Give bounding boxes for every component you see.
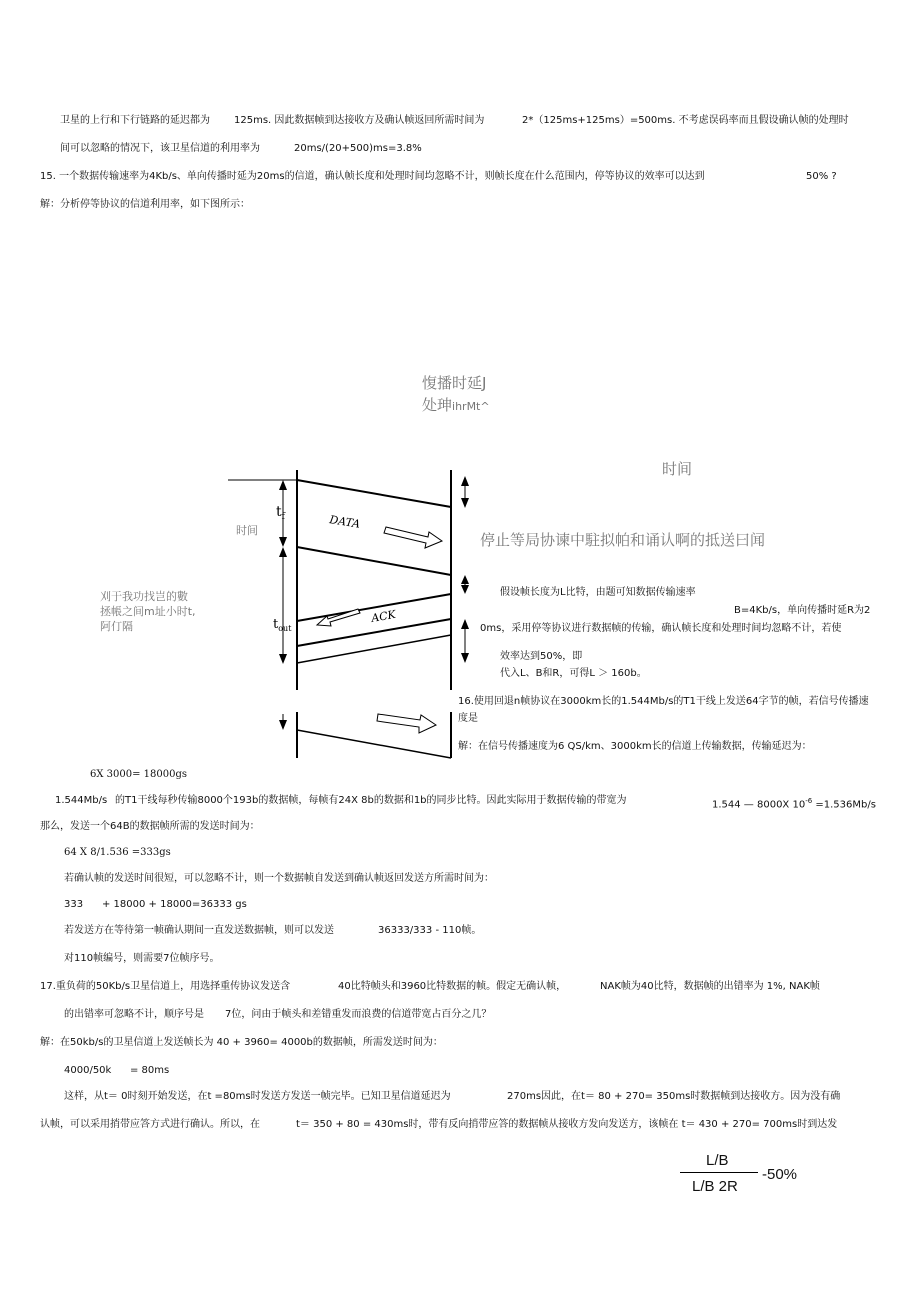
text-line: 对110帧编号，则需要7位帧序号。 [64,953,220,964]
data-label: DATA [328,513,362,531]
text-line: 若确认帧的发送时间很短，可以忽略不计，则一个数据帧自发送到确认帧返回发送方所需时间为： [64,873,494,884]
efficiency-formula [678,1150,818,1200]
text-line: 1.544Mb/s [55,795,108,806]
text-line: NAK帧为40比特，数据帧的出错率为 1%, NAK帧 [600,981,820,992]
text-line: 的T1干线每秒传输8000个193b的数据帧，每帧有24X 8b的数据和1b的同步比特。因此实际用于数据传输的带宽为 [115,795,627,806]
text-line: 那么，发送一个64B的数据帧所需的发送时间为： [40,821,260,832]
figure-note: 阿仃隔 [100,620,133,633]
text-line: 的出错率可忽略不计，顺序号是 [64,1009,204,1020]
text-line: 64 X 8/1.536 =333gs [64,847,171,858]
text-line: 这样，从t＝ 0时刻开始发送，在t =80ms时发送方发送一帧完毕。已知卫星信道延迟为 [64,1091,451,1102]
figure-ocr-text: 愎播时延J [422,374,487,392]
figure-note: 刈于我功找岂的數 [100,590,188,603]
formula-numerator: L/B [706,1152,729,1169]
question-15: 15. 一个数据传输速率为4Kb/s、单向传播时延为20ms的信道，确认帧长度和处理时间均忽略不计，则帧长度在什么范围内，停等协议的效率可以达到 [40,171,705,182]
text-line: 270ms因此，在t＝ 80 + 270= 350ms时数据帧到达接收方。因为没有确 [507,1091,841,1102]
tf-label: $t_f$ [276,504,285,522]
figure-time-label: 时间 [662,460,693,478]
text-line: 1.544 — 8000X $10^{-6} =1.536Mb/s$ [712,797,876,811]
formula-result: -50% [762,1166,798,1183]
text-line: 50% ? [806,171,837,182]
solution-16: 解：在信号传播速度为6 QS/km、3000km长的信道上传输数据，传输延迟为： [458,741,812,752]
solution-15: 解：分析停等协议的信道利用率，如下图所示： [40,199,250,210]
text-line: = 80ms [130,1065,170,1076]
text-line: 效率达到50%，即 [500,651,583,662]
text-line: 6X 3000= 18000gs [90,769,188,780]
text-line: 代入L、B和R，可得L ＞ 160b。 [500,668,647,679]
solution-17: 解：在50kb/s的卫星信道上发送帧长为 40 + 3960= 4000b的数据帧，所需发送时间为： [40,1037,443,1048]
text-line: 125ms. 因此数据帧到达接收方及确认帧返回所需时间为 [234,115,485,126]
text-line: 7位，问由于帧头和差错重发而浪费的信道带宽占百分之几？ [225,1009,492,1020]
text-line: 度是 [458,713,478,724]
text-line: 2*（125ms+125ms）=500ms. 不考虑误码率而且假设确认帧的处理时 [522,115,849,126]
text-line: 4000/50k [64,1065,112,1076]
text-line: 若发送方在等待第一帧确认期间一直发送数据帧，则可以发送 [64,925,334,936]
figure-caption: 停止等局协谏中駐拟帕和诵认啊的抵送曰闻 [480,531,766,549]
question-17: 17.重负荷的50Kb/s卫星信道上，用选择重传协议发送含 [40,981,291,992]
text-line: t＝ 350 + 80 = 430ms时，带有反向捎带应答的数据帧从接收方发向发送方，该帧在 t＝ 430 + 270= 700ms时到达发 [296,1119,838,1130]
fraction-bar [680,1172,758,1173]
text-line: 40比特帧头和3960比特数据的帧。假定无确认帧， [338,981,567,992]
text-line: B=4Kb/s，单向传播时延R为2 [734,605,871,616]
figure-time-label: 时间 [236,524,258,537]
text-line: 间可以忽略的情况下，该卫星信道的利用率为 [60,143,260,154]
text-line: 333 [64,899,84,910]
ack-label: ACK [370,607,397,625]
tout-label: $t_{out}$ [273,617,292,633]
text-line: 假设帧长度为L比特，由题可知数据传输速率 [500,587,696,598]
figure-ocr-text: 处珅ihrMt^ [422,396,490,414]
text-line: + 18000 + 18000=36333 gs [102,899,247,910]
text-line: 0ms，采用停等协议进行数据帧的传输，确认帧长度和处理时间均忽略不计，若使 [480,623,842,634]
formula-denominator: L/B 2R [692,1178,738,1195]
text-line: 卫星的上行和下行链路的延迟都为 [60,115,210,126]
figure-note: 拯帳之间m址小时t, [100,605,196,618]
text-line: 认帧，可以采用捎带应答方式进行确认。所以，在 [40,1119,260,1130]
question-16: 16.使用回退n帧协议在3000km长的1.544Mb/s的T1干线上发送64字节的帧，若信号传播速 [458,696,869,707]
text-line: 20ms/(20+500)ms=3.8% [294,143,422,154]
text-line: 36333/333 - 110帧。 [378,925,482,936]
